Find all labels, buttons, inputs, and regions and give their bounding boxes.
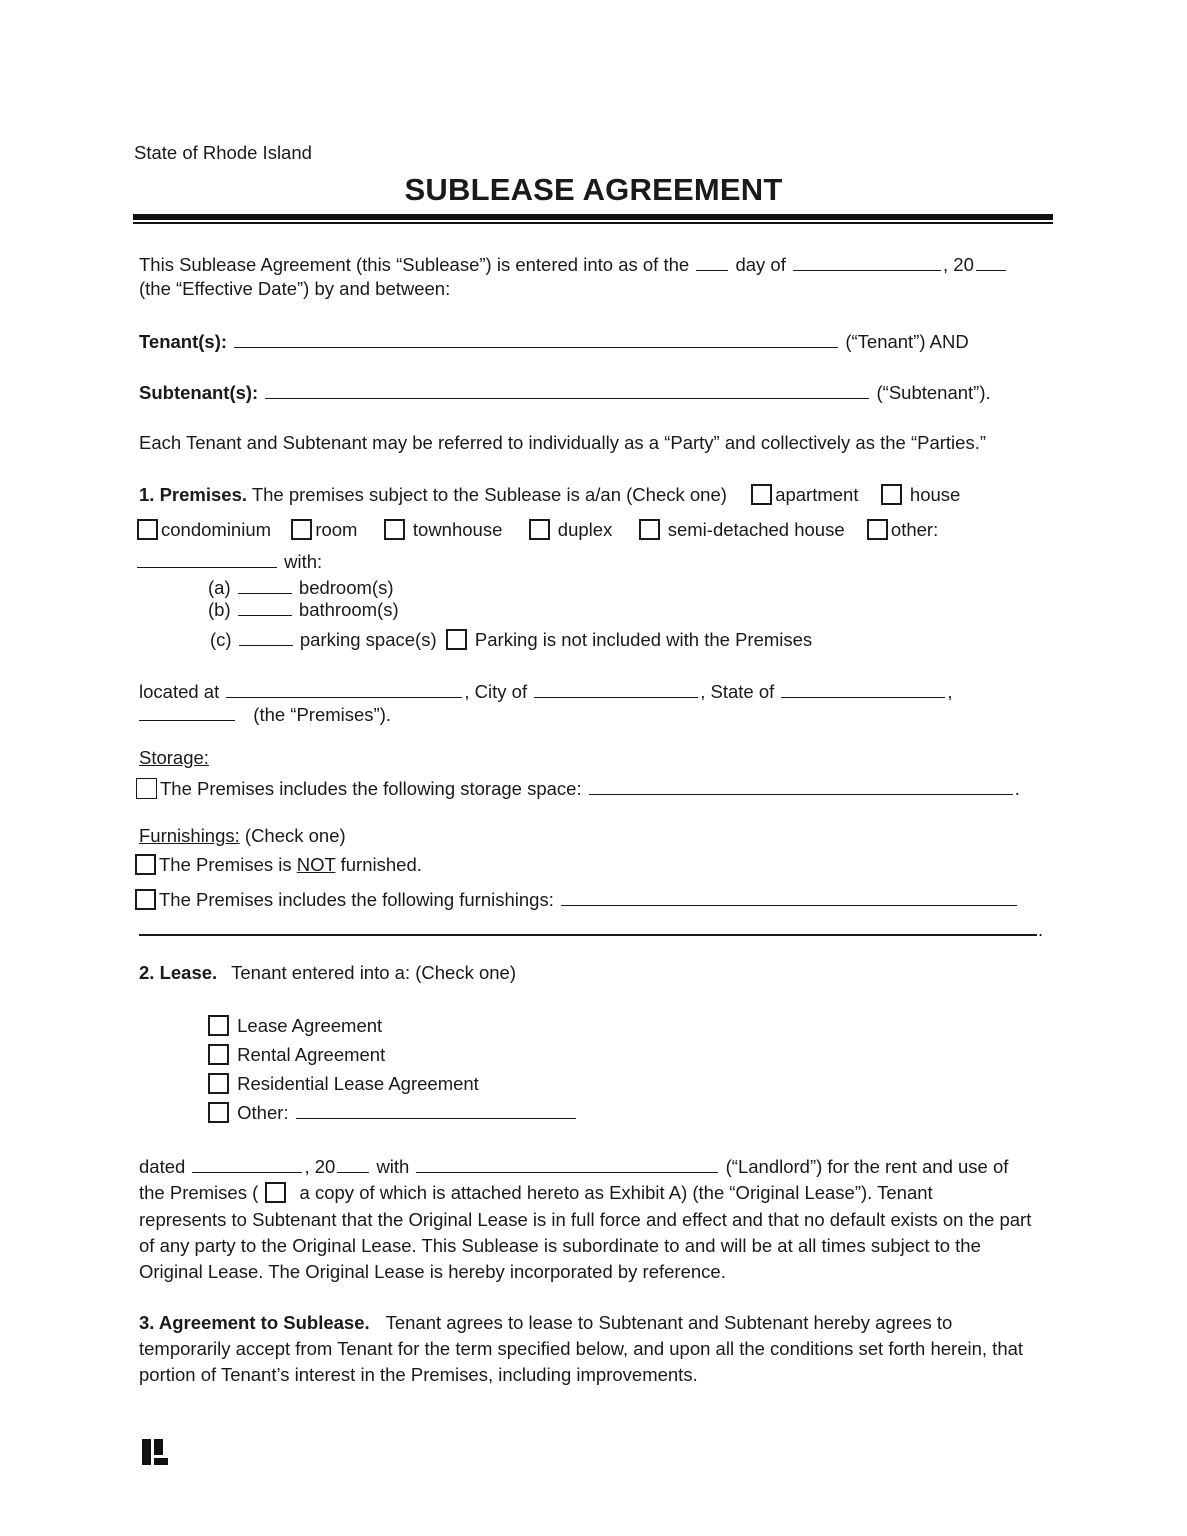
apartment-label: apartment [775, 484, 859, 505]
premises-intro: The premises subject to the Sublease is a/an (Check one) [251, 484, 727, 505]
location-row [139, 680, 953, 703]
subtenant-row [139, 381, 991, 404]
lease-agreement-label: Lease Agreement [237, 1015, 383, 1036]
lease-year-field[interactable] [337, 1155, 369, 1173]
title-rule-thin [133, 222, 1053, 224]
lease-option-rental [208, 1044, 385, 1066]
tenant-row [139, 330, 969, 353]
day-field[interactable] [696, 253, 728, 271]
premises-line-1 [139, 484, 960, 506]
furnishings-heading-row [139, 825, 346, 847]
premises-line-3 [137, 550, 322, 573]
lease-heading: 2. Lease. [139, 962, 218, 983]
zip-field[interactable] [139, 703, 235, 721]
furnishings-check-one: (Check one) [244, 825, 346, 846]
furnishings-field[interactable] [561, 888, 1017, 906]
storage-row [136, 777, 1020, 800]
intro-line-1 [139, 253, 1008, 276]
agreement-heading: 3. Agreement to Sublease. [139, 1312, 370, 1333]
house-label: house [909, 484, 961, 505]
document-logo-icon [140, 1437, 170, 1467]
document-title: SUBLEASE AGREEMENT [404, 172, 783, 207]
dated-label: dated [139, 1156, 186, 1177]
furnishings-period: . [1038, 919, 1044, 940]
room-checkbox[interactable] [291, 519, 312, 540]
residential-lease-label: Residential Lease Agreement [237, 1073, 479, 1094]
zip-row [139, 703, 391, 726]
semi-detached-label: semi-detached house [667, 519, 845, 540]
agreement-paragraph [139, 1310, 1044, 1388]
subtenant-suffix: (“Subtenant”). [876, 382, 991, 403]
state-label: State of Rhode Island [134, 142, 312, 163]
condominium-checkbox[interactable] [137, 519, 158, 540]
rental-agreement-checkbox[interactable] [208, 1044, 229, 1065]
storage-label: The Premises includes the following storage space: [160, 778, 582, 799]
parking-not-included-checkbox[interactable] [446, 629, 467, 650]
parking-field[interactable] [239, 628, 293, 646]
lease-option-residential [208, 1073, 479, 1095]
landlord-suffix: (“Landlord”) for the rent and use of [725, 1156, 1009, 1177]
lease-with-label: with [376, 1156, 410, 1177]
storage-checkbox[interactable] [136, 778, 157, 799]
subtenant-name-field[interactable] [265, 381, 869, 399]
premises-open-text: the Premises ( [139, 1182, 259, 1203]
rental-agreement-label: Rental Agreement [237, 1044, 386, 1065]
townhouse-label: townhouse [412, 519, 503, 540]
copy-attached-text: a copy of which is attached hereto as Exhibit A) (the “Original Lease”). Tenant [299, 1182, 933, 1203]
agreement-body: Tenant agrees to lease to Subtenant and Subtenant hereby agrees to temporarily accept from Tenant for the term specified below, and upon all the conditions set forth herein, that portion of Tenant’s interest in the Premises, including improvements. [139, 1312, 1024, 1385]
parking-label: parking space(s) [299, 629, 437, 650]
bathrooms-letter: (b) [208, 599, 231, 620]
subtenant-label: Subtenant(s): [139, 382, 259, 403]
furnishings-field-line-2[interactable] [139, 934, 1037, 936]
semi-detached-checkbox[interactable] [639, 519, 660, 540]
house-checkbox[interactable] [881, 484, 902, 505]
other-lease-field[interactable] [296, 1101, 576, 1119]
lease-year-prefix: , 20 [304, 1156, 336, 1177]
duplex-checkbox[interactable] [529, 519, 550, 540]
residential-lease-checkbox[interactable] [208, 1073, 229, 1094]
furnishings-checkbox[interactable] [135, 889, 156, 910]
intro-text-c: , 20 [943, 254, 974, 275]
room-label: room [315, 519, 358, 540]
duplex-label: duplex [557, 519, 613, 540]
other-lease-checkbox[interactable] [208, 1102, 229, 1123]
parking-letter: (c) [210, 629, 232, 650]
state-field[interactable] [781, 680, 945, 698]
not-furnished-text-a: The Premises is [159, 854, 292, 875]
exhibit-a-checkbox[interactable] [265, 1182, 286, 1203]
lease-intro: Tenant entered into a: (Check one) [231, 962, 516, 983]
year-field[interactable] [976, 253, 1006, 271]
other-lease-label: Other: [237, 1102, 289, 1123]
storage-period: . [1014, 778, 1020, 799]
state-of-label: , State of [700, 681, 775, 702]
bathrooms-row [208, 598, 399, 621]
location-comma: , [947, 681, 953, 702]
intro-text-b: day of [735, 254, 786, 275]
other-type-label: other: [890, 519, 939, 540]
furnishings-label: The Premises includes the following furnishings: [159, 889, 554, 910]
not-furnished-row [135, 854, 422, 876]
townhouse-checkbox[interactable] [384, 519, 405, 540]
tenant-label: Tenant(s): [139, 331, 228, 352]
dated-row [139, 1155, 1008, 1178]
landlord-field[interactable] [416, 1155, 718, 1173]
bathrooms-label: bathroom(s) [298, 599, 399, 620]
lease-heading-row [139, 962, 516, 984]
furnishings-row [135, 888, 1019, 911]
storage-field[interactable] [589, 777, 1013, 795]
other-type-checkbox[interactable] [867, 519, 888, 540]
intro-text-a: This Sublease Agreement (this “Sublease”) is entered into as of the [139, 254, 690, 275]
bedrooms-field[interactable] [238, 576, 292, 594]
not-furnished-checkbox[interactable] [135, 854, 156, 875]
storage-heading: Storage: [139, 747, 209, 768]
premises-heading: 1. Premises. [139, 484, 247, 505]
lease-agreement-checkbox[interactable] [208, 1015, 229, 1036]
premises-line-2 [137, 519, 938, 541]
address-field[interactable] [226, 680, 462, 698]
apartment-checkbox[interactable] [751, 484, 772, 505]
bedrooms-label: bedroom(s) [298, 577, 394, 598]
bathrooms-field[interactable] [238, 598, 292, 616]
premises-copy-row [139, 1182, 933, 1204]
parking-not-included-label: Parking is not included with the Premises [474, 629, 813, 650]
parties-definition: Each Tenant and Subtenant may be referred to individually as a “Party” and collectively as the “Parties.” [139, 432, 986, 453]
furnishings-heading: Furnishings: [139, 825, 240, 846]
premises-definition: (the “Premises”). [253, 704, 392, 725]
lease-option-lease [208, 1015, 382, 1037]
lease-date-field[interactable] [192, 1155, 302, 1173]
parking-row [210, 628, 812, 651]
city-field[interactable] [534, 680, 698, 698]
other-type-field[interactable] [137, 550, 277, 568]
located-at-label: located at [139, 681, 220, 702]
intro-line-2: (the “Effective Date”) by and between: [139, 278, 451, 299]
tenant-suffix: (“Tenant”) AND [845, 331, 969, 352]
month-field[interactable] [793, 253, 941, 271]
with-label: with: [284, 551, 323, 572]
title-rule-thick [133, 214, 1053, 220]
city-label: , City of [464, 681, 528, 702]
lease-body: represents to Subtenant that the Original Lease is in full force and effect and that no default exists on the part of any party to the Original Lease. This Sublease is subordinate to and will be at all times subject to the Original Lease. The Original Lease is hereby incorporated by reference. [139, 1209, 1032, 1282]
not-furnished-text-b: furnished. [340, 854, 422, 875]
not-furnished-emphasis: NOT [296, 854, 336, 875]
bedrooms-row [208, 576, 394, 599]
condominium-label: condominium [161, 519, 272, 540]
bedrooms-letter: (a) [208, 577, 231, 598]
tenant-name-field[interactable] [234, 330, 838, 348]
lease-option-other [208, 1101, 578, 1124]
